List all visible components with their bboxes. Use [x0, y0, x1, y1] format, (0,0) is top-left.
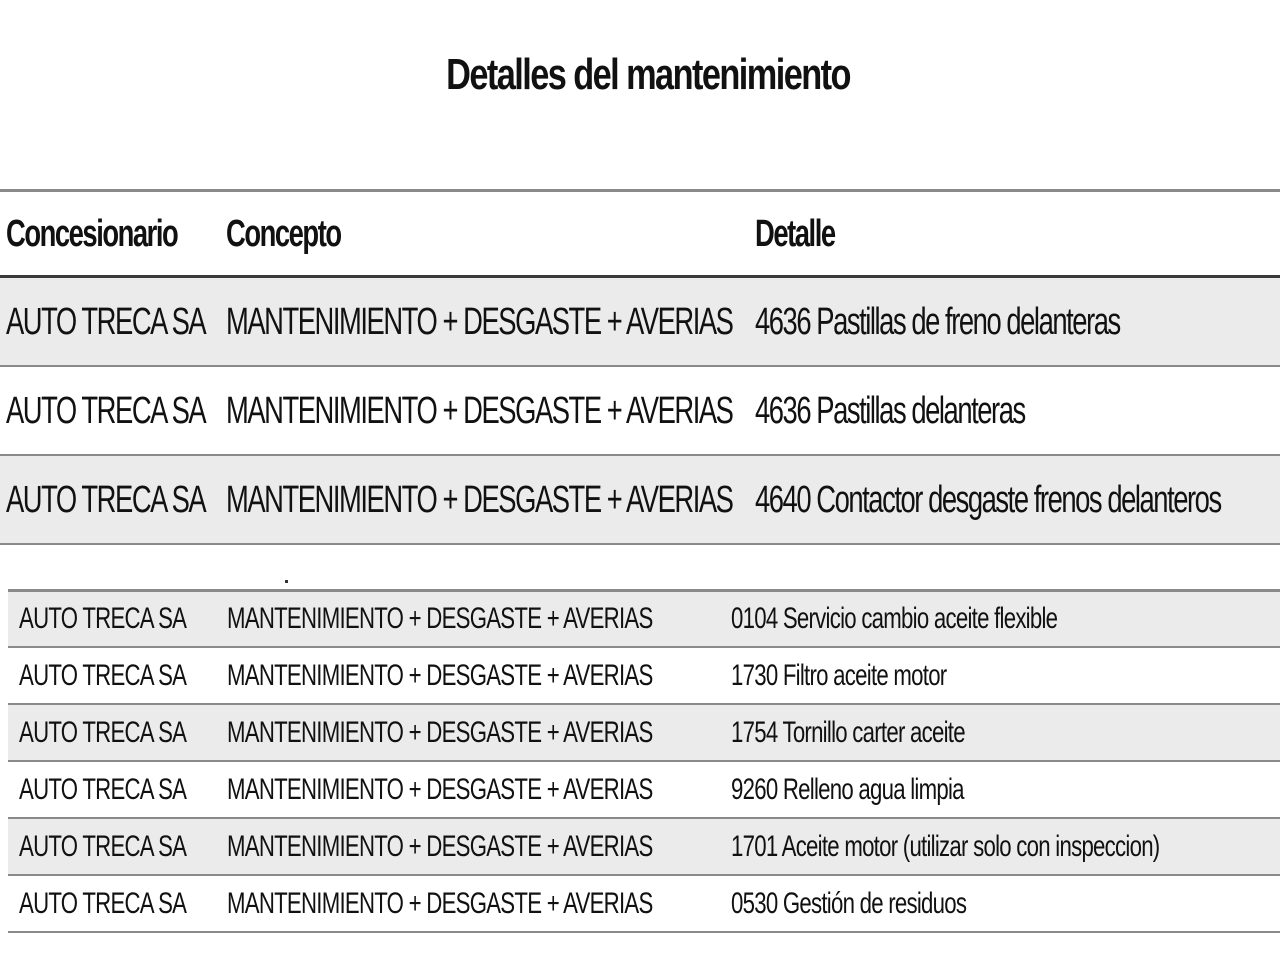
table-row	[8, 762, 1280, 819]
header-concesionario: Concesionario	[6, 212, 178, 255]
cell-concesionario: AUTO TRECA SA	[19, 715, 187, 749]
cell-concesionario: AUTO TRECA SA	[19, 602, 187, 635]
maintenance-table-secondary	[8, 589, 1280, 933]
cell-concesionario: AUTO TRECA SA	[19, 772, 187, 806]
table-row	[8, 648, 1280, 705]
cell-concepto: MANTENIMIENTO + DESGASTE + AVERIAS	[227, 658, 653, 692]
cell-concesionario: AUTO TRECA SA	[6, 478, 206, 521]
header-detalle: Detalle	[755, 212, 835, 255]
stray-dot	[285, 580, 288, 583]
cell-concepto: MANTENIMIENTO + DESGASTE + AVERIAS	[226, 300, 733, 343]
cell-detalle: 4636 Pastillas delanteras	[755, 389, 1025, 432]
cell-detalle: 9260 Relleno agua limpia	[731, 772, 964, 806]
cell-detalle: 0104 Servicio cambio aceite flexible	[731, 602, 1058, 635]
cell-concesionario: AUTO TRECA SA	[6, 389, 206, 432]
cell-concepto: MANTENIMIENTO + DESGASTE + AVERIAS	[226, 389, 733, 432]
cell-concepto: MANTENIMIENTO + DESGASTE + AVERIAS	[227, 602, 653, 635]
header-concepto: Concepto	[226, 212, 341, 255]
table-row	[8, 819, 1280, 876]
table-row	[8, 876, 1280, 933]
cell-concesionario: AUTO TRECA SA	[6, 300, 206, 343]
cell-concepto: MANTENIMIENTO + DESGASTE + AVERIAS	[227, 886, 653, 920]
cell-concesionario: AUTO TRECA SA	[19, 658, 187, 692]
table-row	[8, 705, 1280, 762]
table-row	[0, 278, 1280, 367]
page-title: Detalles del mantenimiento	[446, 50, 850, 99]
table-header-row	[0, 189, 1280, 278]
table-row	[0, 456, 1280, 545]
cell-detalle: 1701 Aceite motor (utilizar solo con inspeccion)	[731, 829, 1160, 863]
cell-detalle: 1730 Filtro aceite motor	[731, 658, 947, 692]
maintenance-table-main	[0, 189, 1280, 545]
cell-detalle: 0530 Gestión de residuos	[731, 886, 967, 920]
cell-detalle: 4636 Pastillas de freno delanteras	[755, 300, 1120, 343]
cell-detalle: 4640 Contactor desgaste frenos delanteros	[755, 478, 1221, 521]
cell-concepto: MANTENIMIENTO + DESGASTE + AVERIAS	[226, 478, 733, 521]
table-row	[0, 367, 1280, 456]
cell-concepto: MANTENIMIENTO + DESGASTE + AVERIAS	[227, 829, 653, 863]
cell-concesionario: AUTO TRECA SA	[19, 886, 187, 920]
cell-concepto: MANTENIMIENTO + DESGASTE + AVERIAS	[227, 772, 653, 806]
cell-concepto: MANTENIMIENTO + DESGASTE + AVERIAS	[227, 715, 653, 749]
table-row	[8, 589, 1280, 648]
cell-detalle: 1754 Tornillo carter aceite	[731, 715, 965, 749]
cell-concesionario: AUTO TRECA SA	[19, 829, 187, 863]
